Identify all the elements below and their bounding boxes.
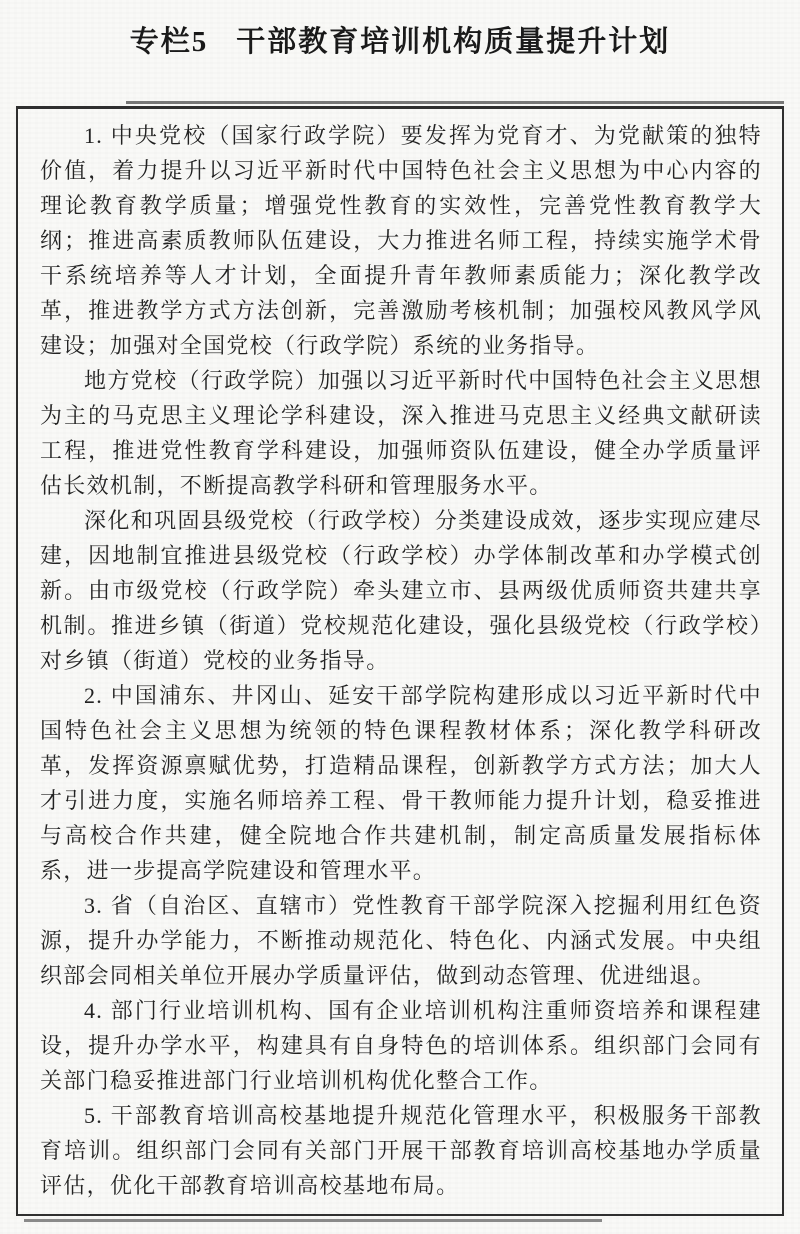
paragraph: 5. 干部教育培训高校基地提升规范化管理水平，积极服务干部教育培训。组织部门会同有关部门开展干部教育培训高校基地办学质量评估，优化干部教育培训高校基地布局。 bbox=[40, 1103, 762, 1198]
page-title bbox=[0, 0, 800, 62]
page-title-main: 干部教育培训机构质量提升计划 bbox=[236, 26, 671, 58]
paragraph: 1. 中央党校（国家行政学院）要发挥为党育才、为党献策的独特价值，着力提升以习近平新时代中国特色社会主义思想为中心内容的理论教育教学质量；增强党性教育的实效性，完善党性教育教学大纲；推进高素质教师队伍建设，大力推进名师工程，持续实施学术骨干系统培养等人才计划，全面提升青年教师素质能力；深化教学改革，推进教学方式方法创新，完善激励考核机制；加强校风教风学风建设；加强对全国党校（行政学院）系统的业务指导。 bbox=[40, 123, 762, 358]
paragraph: 4. 部门行业培训机构、国有企业培训机构注重师资培养和课程建设，提升办学水平，构建具有自身特色的培训体系。组织部门会同有关部门稳妥推进部门行业培训机构优化整合工作。 bbox=[40, 998, 762, 1093]
page-title-prefix: 专栏5 bbox=[129, 26, 209, 58]
panel-body bbox=[40, 118, 762, 1203]
paragraph: 3. 省（自治区、直辖市）党性教育干部学院深入挖掘利用红色资源，提升办学能力，不断推动规范化、特色化、内涵式发展。中央组织部会同相关单位开展办学质量评估，做到动态管理、优进绌退。 bbox=[40, 893, 762, 988]
content-panel bbox=[16, 106, 784, 1216]
paragraph: 2. 中国浦东、井冈山、延安干部学院构建形成以习近平新时代中国特色社会主义思想为统领的特色课程教材体系；深化教学科研改革，发挥资源禀赋优势，打造精品课程，创新教学方式方法；加大人才引进力度，实施名师培养工程、骨干教师能力提升计划，稳妥推进与高校合作共建，健全院地合作共建机制，制定高质量发展指标体系，进一步提高学院建设和管理水平。 bbox=[40, 683, 762, 883]
paragraph: 深化和巩固县级党校（行政学校）分类建设成效，逐步实现应建尽建，因地制宜推进县级党校（行政学校）办学体制改革和办学模式创新。由市级党校（行政学院）牵头建立市、县两级优质师资共建共享机制。推进乡镇（街道）党校规范化建设，强化县级党校（行政学校）对乡镇（街道）党校的业务指导。 bbox=[40, 508, 762, 673]
paragraph: 地方党校（行政学院）加强以习近平新时代中国特色社会主义思想为主的马克思主义理论学科建设，深入推进马克思主义经典文献研读工程，推进党性教育学科建设，加强师资队伍建设，健全办学质量评估长效机制，不断提高教学科研和管理服务水平。 bbox=[40, 368, 762, 498]
